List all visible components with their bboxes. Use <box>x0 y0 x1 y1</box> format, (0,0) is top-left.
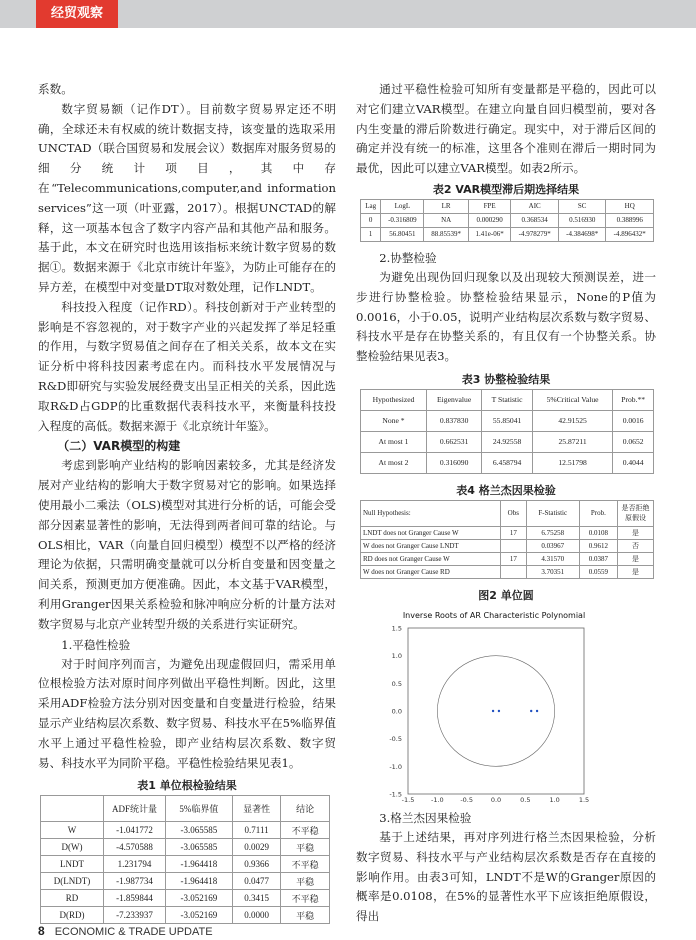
table-header-cell: 5%临界值 <box>166 796 233 822</box>
table-header-cell: LR <box>424 199 469 213</box>
table1 <box>40 795 330 924</box>
table-row <box>41 873 330 890</box>
table-cell: 0.3415 <box>232 890 281 907</box>
table-cell: 12.51798 <box>532 452 612 473</box>
unit-circle-chart <box>368 610 608 802</box>
table-cell: 是 <box>618 526 654 539</box>
subsection-heading: 1.平稳性检验 <box>61 637 131 652</box>
paragraph: 系数。 <box>38 82 73 96</box>
table-cell: 0.9366 <box>232 856 281 873</box>
table4-caption: 表4 格兰杰因果检验 <box>456 483 556 497</box>
plot-area <box>389 625 589 803</box>
table-cell: 0.662531 <box>427 431 482 452</box>
subsection-heading: 3.格兰杰因果检验 <box>379 811 472 825</box>
table-header-cell: FPE <box>468 199 511 213</box>
table-cell: -3.065585 <box>166 839 233 856</box>
table-cell: 不平稳 <box>281 890 330 907</box>
table-row <box>361 213 654 227</box>
table-cell: -1.964418 <box>166 873 233 890</box>
table-cell: 6.458794 <box>482 452 533 473</box>
table-cell: 否 <box>618 539 654 552</box>
table-row <box>41 822 330 839</box>
table-cell: 56.80451 <box>381 227 424 241</box>
table-header-cell <box>41 796 104 822</box>
data-point <box>530 710 532 712</box>
table-header-row <box>41 796 330 822</box>
table-cell: -1.041772 <box>104 822 166 839</box>
y-tick-label: 1.0 <box>391 652 402 661</box>
y-tick-label: 0.0 <box>391 707 402 716</box>
table-header-cell: T Statistic <box>482 389 533 410</box>
table-cell: -7.233937 <box>104 907 166 924</box>
paragraph: 通过平稳性检验可知所有变量都是平稳的，因此可以对它们建立VAR模型。在建立向量自回归模型前，要对各内生变量的滞后阶数进行确定。现实中，对于滞后区间的确定并没有统一的标准，这里各个准则在滞后一期时同为最优，因此可以建立VAR模型。如表2所示。 <box>356 82 656 176</box>
table-cell: 0.7111 <box>232 822 281 839</box>
y-tick-label: 0.5 <box>391 679 402 688</box>
figure2-caption: 图2 单位圆 <box>478 588 534 602</box>
y-tick-label: 1.5 <box>391 624 402 633</box>
table-cell: At most 2 <box>361 452 427 473</box>
table-row <box>361 565 654 578</box>
table-header-cell: HQ <box>606 199 654 213</box>
table-row <box>41 839 330 856</box>
paragraph: 考虑到影响产业结构的影响因素较多，尤其是经济发展对产业结构的影响大于数字贸易对它的影响。如果选择使用最小二乘法（OLS)模型对其进行分析的话，可能会受部分因素显著性的影响，无法得到两者间可靠的结论。与OLS相比，VAR（向量自回归模型）模型不以严格的经济理论为依据，只需明确变量就可以分析自变量和因变量之间关系，预测更加方便准确。因此，本文基于VAR模型，利用Granger因果关系检验和脉冲响应分析的计量方法对数字贸易与北京产业转型升级的关系进行实证研究。 <box>38 458 336 631</box>
table-cell: -1.964418 <box>166 856 233 873</box>
table-header-row <box>361 199 654 213</box>
table3-caption: 表3 协整检验结果 <box>461 372 551 386</box>
table-header-cell: Hypothesized <box>361 389 427 410</box>
data-point <box>498 710 500 712</box>
table-cell: W does not Granger Cause LNDT <box>361 539 501 552</box>
table-header-cell: F-Statistic <box>526 500 579 526</box>
table-cell: -3.052169 <box>166 907 233 924</box>
left-column <box>38 80 336 924</box>
table-cell: 0.388996 <box>606 213 654 227</box>
journal-name: ECONOMIC & TRADE UPDATE <box>54 926 213 938</box>
table-row <box>361 431 654 452</box>
table-cell: 不平稳 <box>281 856 330 873</box>
table-cell: 55.85041 <box>482 410 533 431</box>
x-tick-label: 1.0 <box>549 796 560 802</box>
table-cell: 平稳 <box>281 873 330 890</box>
paragraph: 为避免出现伪回归现象以及出现较大预测误差，进一步进行协整检验。协整检验结果显示，None的P值为0.0016，小于0.05，说明产业结构层次系数与数字贸易、科技水平是存在协整关系的，有且仅有一个协整关系。协整检验结果见表3。 <box>356 269 656 364</box>
table2-caption: 表2 VAR模型滞后期选择结果 <box>432 182 580 196</box>
data-point <box>536 710 538 712</box>
table-row <box>41 907 330 924</box>
header-bar <box>0 0 696 28</box>
table-cell: None * <box>361 410 427 431</box>
table-row <box>361 526 654 539</box>
table-cell: 0.9612 <box>579 539 617 552</box>
table4 <box>360 500 654 579</box>
table-cell: D(LNDT) <box>41 873 104 890</box>
table-cell: 0.0016 <box>613 410 654 431</box>
table-header-row <box>361 500 654 526</box>
table-cell: LNDT does not Granger Cause W <box>361 526 501 539</box>
table-cell: LNDT <box>41 856 104 873</box>
page-number: 8 <box>38 924 45 938</box>
table-header-cell: Null Hypothesis: <box>361 500 501 526</box>
x-tick-label: -1.0 <box>430 796 444 802</box>
table-cell: 0.0652 <box>613 431 654 452</box>
table-cell: 1.231794 <box>104 856 166 873</box>
table-cell: 0.837830 <box>427 410 482 431</box>
section-heading: （二）VAR模型的构建 <box>57 439 181 454</box>
table-cell: 1.41e-06* <box>468 227 511 241</box>
table-cell: 0.316090 <box>427 452 482 473</box>
table-cell: 0.0477 <box>232 873 281 890</box>
table-row <box>41 856 330 873</box>
table-cell: 4.31570 <box>526 552 579 565</box>
table-cell: -4.978279* <box>511 227 559 241</box>
y-tick-label: -0.5 <box>389 735 402 744</box>
table-row <box>361 452 654 473</box>
table-cell: 平稳 <box>281 907 330 924</box>
table-header-cell: LogL <box>381 199 424 213</box>
table-cell: -4.570588 <box>104 839 166 856</box>
table-cell: W does not Granger Cause RD <box>361 565 501 578</box>
table-cell: 1 <box>361 227 381 241</box>
table-cell: 0.03967 <box>526 539 579 552</box>
table-cell: D(W) <box>41 839 104 856</box>
table-cell: -3.052169 <box>166 890 233 907</box>
paragraph: 对于时间序列而言，为避免出现虚假回归，需采用单位根检验方法对原时间序列做出平稳性判断。因此，这里采用ADF检验方法分别对因变量和自变量进行检验，结果显示产业结构层次系数、数字贸易、科技水平在5%临界值水平上通过平稳性检验，即产业结构层次系数、数字贸易、科技水平为同阶平稳。平稳性检验结果见表1。 <box>38 656 336 770</box>
table-cell: 0.0559 <box>579 565 617 578</box>
plot-frame <box>408 628 584 794</box>
table-cell: 17 <box>501 526 527 539</box>
table-cell: 0 <box>361 213 381 227</box>
table-row <box>361 410 654 431</box>
table-cell <box>501 565 527 578</box>
table-cell: 24.92558 <box>482 431 533 452</box>
table-cell: W <box>41 822 104 839</box>
subsection-heading: 2.协整检验 <box>379 250 437 265</box>
table-cell: 3.70351 <box>526 565 579 578</box>
y-tick-label: -1.0 <box>389 762 402 771</box>
table-cell: D(RD) <box>41 907 104 924</box>
table-header-cell: AIC <box>511 199 559 213</box>
table-cell: -0.316809 <box>381 213 424 227</box>
table-cell: -1.987734 <box>104 873 166 890</box>
table-row <box>361 539 654 552</box>
table-cell: At most 1 <box>361 431 427 452</box>
table-header-cell: ADF统计量 <box>104 796 166 822</box>
table-cell <box>501 539 527 552</box>
table-cell: -1.859844 <box>104 890 166 907</box>
table-cell: 0.516930 <box>558 213 606 227</box>
paragraph: 数字贸易额（记作DT）。目前数字贸易界定还不明确，全球还未有权威的统计数据支持，该变量的选取采用UNCTAD（联合国贸易和发展会议）数据库对服务贸易的细分统计项目，其中存在“Telecommunications,computer,and information services”这一项（叶亚露，2017）。根据UNCTAD的解释，这一项基本包含了数字内容产品和其他产品和服务。基于此，本文在研究时也选用该指标来统计数字贸易的数据①。数据来源于《北京市统计年鉴》，为防止可能存在的异方差，在模型中对变量DT取对数处理，记作LNDT。 <box>38 101 336 294</box>
right-column <box>356 80 656 605</box>
table-cell: 0.368534 <box>511 213 559 227</box>
table-cell: 是 <box>618 552 654 565</box>
table-cell: 0.0108 <box>579 526 617 539</box>
table-cell: -4.896432* <box>606 227 654 241</box>
chart-title: Inverse Roots of AR Characteristic Polynomial <box>402 611 586 620</box>
table-cell: 不平稳 <box>281 822 330 839</box>
table-header-cell: 是否拒绝原假设 <box>618 500 654 526</box>
table-header-cell: Eigenvalue <box>427 389 482 410</box>
table-cell: RD does not Granger Cause W <box>361 552 501 565</box>
x-tick-label: -1.5 <box>401 796 415 802</box>
table-cell: 0.0029 <box>232 839 281 856</box>
table-cell: 6.75258 <box>526 526 579 539</box>
x-tick-label: 0.0 <box>490 796 502 802</box>
table-header-row <box>361 389 654 410</box>
table-cell: RD <box>41 890 104 907</box>
right-column-bottom <box>356 808 656 927</box>
table-cell: 0.0387 <box>579 552 617 565</box>
table-cell: 88.85539* <box>424 227 469 241</box>
table-cell: -4.384698* <box>558 227 606 241</box>
table-header-cell: Prob.** <box>613 389 654 410</box>
table-cell: 0.0000 <box>232 907 281 924</box>
data-point <box>492 710 494 712</box>
paragraph: 基于上述结果，再对序列进行格兰杰因果检验，分析数字贸易、科技水平与产业结构层次系数是否存在直接的影响作用。由表3可知，LNDT不是W的Granger原因的概率是0.0108，在5%的显著性水平下应该拒绝原假设，得出 <box>356 830 656 924</box>
table-row <box>361 552 654 565</box>
y-tick-label: -1.5 <box>389 790 402 799</box>
table3 <box>360 389 654 474</box>
table-cell: 17 <box>501 552 527 565</box>
table-header-cell: 5%Critical Value <box>532 389 612 410</box>
table-row <box>361 227 654 241</box>
table-cell: 是 <box>618 565 654 578</box>
table-cell: -3.065585 <box>166 822 233 839</box>
table-header-cell: 结论 <box>281 796 330 822</box>
table2 <box>360 199 654 242</box>
x-tick-label: 1.5 <box>578 796 590 802</box>
section-label: 经贸观察 <box>36 0 118 28</box>
table-header-cell: Lag <box>361 199 381 213</box>
table-cell: 25.87211 <box>532 431 612 452</box>
table-header-cell: Obs <box>501 500 527 526</box>
table-cell: 平稳 <box>281 839 330 856</box>
table-header-cell: 显著性 <box>232 796 281 822</box>
table-header-cell: Prob. <box>579 500 617 526</box>
table-cell: 0.000290 <box>468 213 511 227</box>
paragraph: 科技投入程度（记作RD）。科技创新对于产业转型的影响是不容忽视的，对于数字产业的兴起发挥了举足轻重的作用，与数字贸易值之间存在了相关关系，故本文在实证分析中将科技因素考虑在内。而科技水平发展情况与R&D即研究与实验发展经费支出呈正相关的关系，因此选取R&D占GDP的比重数据代表科技水平，来衡量科技投入程度的高低。数据来源于《北京统计年鉴》。 <box>38 299 336 433</box>
page-footer <box>38 924 213 938</box>
table-row <box>41 890 330 907</box>
table-header-cell: SC <box>558 199 606 213</box>
x-tick-label: 0.5 <box>520 796 531 802</box>
table-cell: 42.91525 <box>532 410 612 431</box>
table1-caption: 表1 单位根检验结果 <box>137 779 237 793</box>
table-cell: NA <box>424 213 469 227</box>
x-tick-label: -0.5 <box>460 796 474 802</box>
table-cell: 0.4044 <box>613 452 654 473</box>
